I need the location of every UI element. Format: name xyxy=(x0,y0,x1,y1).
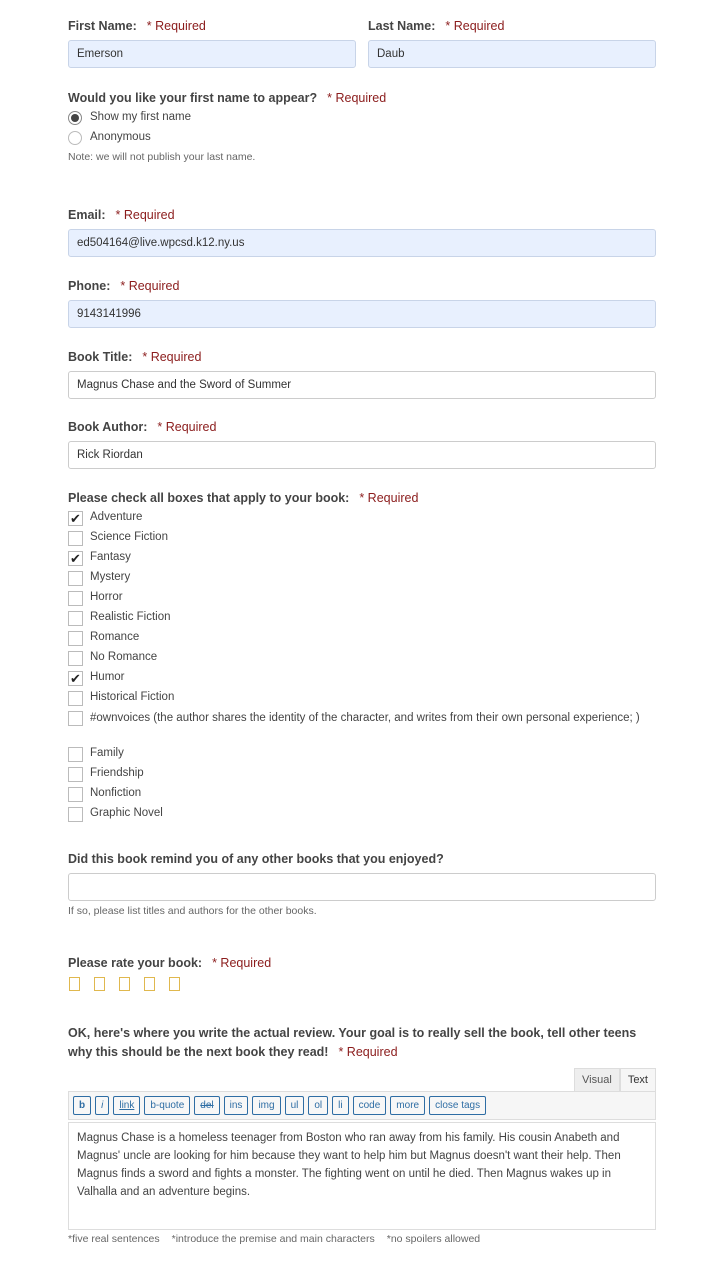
checkbox[interactable] xyxy=(68,807,83,822)
checkbox[interactable] xyxy=(68,787,83,802)
required-marker: * Required xyxy=(142,350,202,364)
rating-group xyxy=(68,956,656,991)
blockquote-button[interactable]: b-quote xyxy=(144,1096,190,1115)
radio-button[interactable] xyxy=(68,111,82,125)
checkbox-horror[interactable]: Horror xyxy=(68,591,656,611)
checkbox-science-fiction[interactable]: Science Fiction xyxy=(68,531,656,551)
book-author-label: Book Author: xyxy=(68,420,148,434)
star-3-icon[interactable] xyxy=(119,977,130,991)
checkbox[interactable] xyxy=(68,711,83,726)
star-2-icon[interactable] xyxy=(94,977,105,991)
required-marker: * Required xyxy=(359,491,419,505)
checkbox[interactable]: ✔ xyxy=(68,671,83,686)
last-name-label: Last Name: xyxy=(368,19,436,33)
checkbox[interactable] xyxy=(68,571,83,586)
phone-input[interactable] xyxy=(68,300,656,328)
checkbox-historical-fiction[interactable]: Historical Fiction xyxy=(68,691,656,711)
similar-books-label: Did this book remind you of any other books that you enjoyed? xyxy=(68,852,444,866)
link-button[interactable]: link xyxy=(113,1096,140,1115)
similar-books-group xyxy=(68,852,656,917)
checkbox-romance[interactable]: Romance xyxy=(68,631,656,651)
checkbox[interactable]: ✔ xyxy=(68,511,83,526)
tab-text[interactable]: Text xyxy=(620,1068,656,1091)
checkbox[interactable] xyxy=(68,531,83,546)
italic-button[interactable]: i xyxy=(95,1096,109,1115)
checkbox[interactable] xyxy=(68,767,83,782)
required-marker: * Required xyxy=(146,19,206,33)
review-label: OK, here's where you write the actual review. Your goal is to really sell the book, tell other teens why this should be the next book they read! xyxy=(68,1026,637,1059)
checkbox-family[interactable]: Family xyxy=(68,747,656,767)
star-rating[interactable] xyxy=(68,977,656,991)
checkbox[interactable] xyxy=(68,747,83,762)
required-marker: * Required xyxy=(327,91,387,105)
star-5-icon[interactable] xyxy=(169,977,180,991)
required-marker: * Required xyxy=(120,279,180,293)
radio-show-first-name[interactable]: Show my first name xyxy=(68,111,656,131)
email-group xyxy=(68,208,656,257)
email-input[interactable] xyxy=(68,229,656,257)
first-name-input[interactable] xyxy=(68,40,356,68)
code-button[interactable]: code xyxy=(353,1096,387,1115)
genres-label: Please check all boxes that apply to your book: xyxy=(68,491,350,505)
required-marker: * Required xyxy=(157,420,217,434)
last-name-group xyxy=(368,19,656,68)
name-display-group xyxy=(68,91,656,163)
similar-books-note: If so, please list titles and authors for the other books. xyxy=(68,905,317,917)
checkbox-adventure[interactable]: ✔ Adventure xyxy=(68,511,656,531)
book-title-input[interactable] xyxy=(68,371,656,399)
star-1-icon[interactable] xyxy=(69,977,80,991)
checkbox-fantasy[interactable]: ✔ Fantasy xyxy=(68,551,656,571)
bold-button[interactable]: b xyxy=(73,1096,91,1115)
close-tags-button[interactable]: close tags xyxy=(429,1096,486,1115)
star-4-icon[interactable] xyxy=(144,977,155,991)
phone-group xyxy=(68,279,656,328)
ol-button[interactable]: ol xyxy=(308,1096,328,1115)
li-button[interactable]: li xyxy=(332,1096,348,1115)
ul-button[interactable]: ul xyxy=(285,1096,305,1115)
checkbox-graphic-novel[interactable]: Graphic Novel xyxy=(68,807,656,827)
required-marker: * Required xyxy=(212,956,272,970)
editor-toolbar xyxy=(68,1091,656,1120)
checkbox-no-romance[interactable]: No Romance xyxy=(68,651,656,671)
checkbox[interactable] xyxy=(68,611,83,626)
required-marker: * Required xyxy=(115,208,175,222)
checkbox-nonfiction[interactable]: Nonfiction xyxy=(68,787,656,807)
more-button[interactable]: more xyxy=(390,1096,425,1115)
book-author-input[interactable] xyxy=(68,441,656,469)
name-row xyxy=(68,19,656,68)
genres-group xyxy=(68,491,656,827)
first-name-group xyxy=(68,19,356,68)
required-marker: * Required xyxy=(445,19,505,33)
checkbox[interactable] xyxy=(68,651,83,666)
name-note: Note: we will not publish your last name. xyxy=(68,151,256,163)
editor-tabs xyxy=(68,1068,656,1091)
review-hints xyxy=(68,1233,656,1245)
ins-button[interactable]: ins xyxy=(224,1096,249,1115)
phone-label: Phone: xyxy=(68,279,111,293)
img-button[interactable]: img xyxy=(252,1096,280,1115)
required-marker: * Required xyxy=(338,1045,398,1059)
hint-sentences: *five real sentences xyxy=(68,1233,160,1245)
checkbox[interactable] xyxy=(68,691,83,706)
first-name-label: First Name: xyxy=(68,19,137,33)
checkbox-humor[interactable]: ✔ Humor xyxy=(68,671,656,691)
del-button[interactable]: del xyxy=(194,1096,219,1115)
book-title-label: Book Title: xyxy=(68,350,133,364)
similar-books-input[interactable] xyxy=(68,873,656,901)
review-group xyxy=(68,1024,656,1245)
hint-spoilers: *no spoilers allowed xyxy=(386,1233,481,1245)
rating-label: Please rate your book: xyxy=(68,956,203,970)
checkbox-realistic-fiction[interactable]: Realistic Fiction xyxy=(68,611,656,631)
checkbox-ownvoices[interactable]: #ownvoices (the author shares the identity of the character, and writes from their own personal experience; ) xyxy=(68,711,656,747)
last-name-input[interactable] xyxy=(368,40,656,68)
email-label: Email: xyxy=(68,208,106,222)
radio-button[interactable] xyxy=(68,131,82,145)
hint-premise: *introduce the premise and main characters xyxy=(171,1233,375,1245)
checkbox[interactable] xyxy=(68,631,83,646)
checkbox-mystery[interactable]: Mystery xyxy=(68,571,656,591)
radio-anonymous[interactable]: Anonymous xyxy=(68,131,656,151)
checkbox[interactable]: ✔ xyxy=(68,551,83,566)
tab-visual[interactable]: Visual xyxy=(574,1068,620,1091)
book-title-group xyxy=(68,350,656,399)
checkbox[interactable] xyxy=(68,591,83,606)
review-textarea[interactable]: Magnus Chase is a homeless teenager from Boston who ran away from his family. His cousin Anabeth and Magnus' uncle are looking for him because they want to help him but Magnus doesn't want their help. Then Magnus finds a sword and fights a monster. The fighting went on until he died. Then Magnus wakes up in Valhalla and an adventure begins. xyxy=(68,1122,656,1230)
name-display-label: Would you like your first name to appear? xyxy=(68,91,318,105)
book-author-group xyxy=(68,420,656,469)
checkbox-friendship[interactable]: Friendship xyxy=(68,767,656,787)
